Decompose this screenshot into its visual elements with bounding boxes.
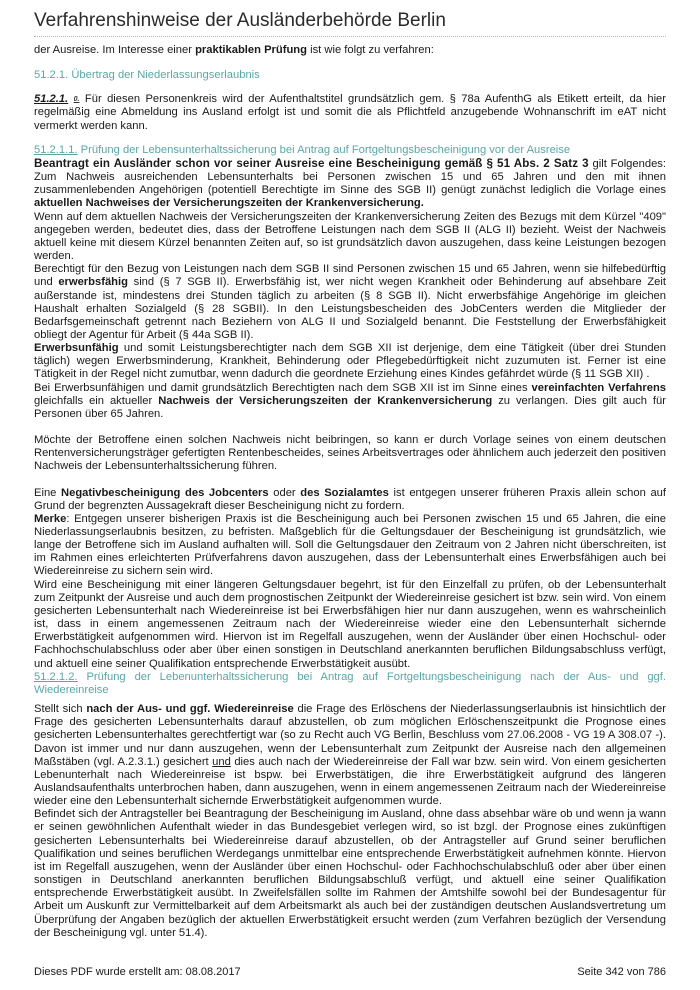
footer-created-date: Dieses PDF wurde erstellt am: 08.08.2017 xyxy=(34,966,241,978)
section-heading-51-2-1-2: 51.2.1.2. Prüfung der Lebenunterhaltssicherung bei Antrag auf Fortgeltungsbescheinigung nach der Aus- und ggf. Wiedereinreise xyxy=(34,670,666,696)
paragraph-marker: 0. xyxy=(73,96,80,104)
document-body xyxy=(34,44,666,940)
section-heading-51-2-1-1: 51.2.1.1. Prüfung der Lebensunterhaltssicherung bei Antrag auf Fortgeltungsbescheinigung vor der Ausreise xyxy=(34,143,571,156)
intro-paragraph: der Ausreise. Im Interesse einer praktikablen Prüfung ist wie folgt zu verfahren: xyxy=(34,44,434,56)
paragraph-number: 51.2.1. xyxy=(34,93,69,106)
page-title: Verfahrenshinweise der Ausländerbehörde Berlin xyxy=(34,10,446,31)
paragraph: Eine Negativbescheinigung des Jobcenters oder des Sozialamtes ist entgegen unserer früheren Praxis allein schon auf Grund der begrenzten Aussagekraft dieser Bescheinigung nicht zu fordern. xyxy=(34,486,666,512)
paragraph: Erwerbsunfähig und somit Leistungsberechtigter nach dem SGB XII ist derjenige, dem eine Tätigkeit (über drei Stunden täglich) wegen Erwerbsminderung, Krankheit, Behinderung oder Pflegebedürftigkeit nicht zuzumuten ist. Ferner ist eine Tätigkeit in der Regel nicht zumutbar, wenn dadurch die geordnete Erziehung eines Kindes gefährdet würde (§ 11 SGB XII) . xyxy=(34,342,666,381)
title-divider xyxy=(34,36,666,37)
paragraph: Bei Erwerbsunfähigen und damit grundsätzlich Berechtigten nach dem SGB XII ist im Sinne eines vereinfachten Verfahrens gleichfalls ein aktueller Nachweis der Versicherungszeiten der Krankenversicherung zu verlangen. Dies gilt auch für Personen über 65 Jahren. xyxy=(34,381,667,420)
footer-page-number: Seite 342 von 786 xyxy=(577,966,666,978)
paragraph: Berechtigt für den Bezug von Leistungen nach dem SGB II sind Personen zwischen 15 und 65 Jahren, wenn sie hilfebedürftig und erwerbsfähig sind (§ 7 SGB II). Erwerbsfähig ist, wer nicht wegen Krankheit oder Behinderung auf absehbare Zeit außerstande ist, mindestens drei Stunden täglich zu arbeiten (§ 8 SGB II). Nicht erwerbsfähige Angehörige im gleichen Haushalt erhalten Sozialgeld (§ 28 SGBII). In den Leistungsbescheiden des JobCenters werden die Mitglieder der Bedarfsgemeinschaft getrennt nach Beziehern von ALG II und Sozialgeld benannt. Die Feststellung der Erwerbsfähigkeit obliegt der Agentur für Arbeit (§ 44a SGB II). xyxy=(34,263,666,341)
paragraph: Merke: Entgegen unserer bisherigen Praxis ist die Bescheinigung auch bei Personen zwischen 15 und 65 Jahren, die eine Niederlassungserlaubnis besitzen, zu befristen. Maßgeblich für die Geltungsdauer der Bescheinigung ist grundsätzlich, wie lange der Betroffene sich im Ausland aufhalten will. Soll die Geltungsdauer den Zeitraum von 2 Jahren nicht überschreiten, ist im Rahmen eines erleichterten Prüfverfahrens davon auszugehen, dass der Lebensunterhalt eines Erwerbsfähigen auch bei Wiedereinreise zu sichern sein wird. xyxy=(34,512,666,578)
section-anchor-link[interactable]: 51.2.1.1. xyxy=(34,143,78,156)
section-anchor-link[interactable]: 51.2.1.2. xyxy=(34,670,78,683)
paragraph: Möchte der Betroffene einen solchen Nachweis nicht beibringen, so kann er durch Vorlage seines von einem deutschen Rentenversicherungsträger gefertigten Rentenbescheides, seines Arbeitsvertrages oder ähnlichem auch jederzeit den positiven Nachweis der Lebensunterhaltssicherung führen. xyxy=(34,434,666,473)
paragraph: Wenn auf dem aktuellen Nachweis der Versicherungszeiten der Krankenversicherung Zeiten des Bezugs mit dem Kürzel "409" angegeben werden, bedeutet dies, dass der Betroffene Leistungen nach dem SGB II (ALG II) bezieht. Weist der Nachweis aktuell keine mit diesem Kürzel benannten Zeiten auf, so ist grundsätzlich davon auszugehen, dass keine Leistungen bezogen werden. xyxy=(34,210,666,263)
section-51-2-1-text: 51.2.1. 0. Für diesen Personenkreis wird der Aufenthaltstitel grundsätzlich gem. § 78a AufenthG als Etikett erteilt, da hier regelmäßig eine Abmeldung ins Ausland erfolgt ist und somit die als Pflichtfeld anzugebende Wohnanschrift im eAT nicht vermerkt werden kann. xyxy=(34,93,666,132)
paragraph: Befindet sich der Antragsteller bei Beantragung der Bescheinigung im Ausland, ohne dass absehbar wäre ob und wenn ja wann er seinen gewöhnlichen Aufenthalt wieder in das Bundesgebiet verlegen wird, so ist bzgl. der Prognose eines zukünftigen gesicherten Lebensunterhalts bei Wiedereinreise darauf abzustellen, ob der Antragsteller auf Grund seiner beruflichen Qualifikation und seines beruflichen Werdegangs unmittelbar eine entsprechende Erwerbstätigkeit aufnehmen könnte. Hiervon ist im Regelfall auszugehen, wenn der Ausländer über einen Hochschul- oder Fachhochschulabschluß oder aber über einen sonstigen in Deutschland anerkannten beruflichen Bildungsabschluß verfügt, und aktuell eine seiner Qualifikation entsprechende Erwerbstätigkeit ausübt. In Zweifelsfällen sollte im Rahmen der Amtshilfe sowohl bei der Bundesagentur für Arbeit um Auskunft zur Vermittelbarkeit auf dem Arbeitsmarkt als auch bei der zuständigen deutschen Auslandsvertretung um Überprüfung der Angaben bezüglich der aktuellen Erwerbstätigkeit ersucht werden (zum Verfahren bezüglich der Versendung der Bescheinigung vgl. unter 51.4). xyxy=(34,808,666,939)
paragraph: Beantragt ein Ausländer schon vor seiner Ausreise eine Bescheinigung gemäß § 51 Abs. 2 Satz 3 gilt Folgendes: Zum Nachweis ausreichenden Lebensunterhalts bei Personen zwischen 15 und 65 Jahren und den mit ihnen zusammenlebenden Angehörigen (potentiell Berechtigte im Sinne des SGB II) genügt zunächst lediglich die Vorlage eines aktuellen Nachweises der Versicherungszeiten der Krankenversicherung. xyxy=(34,156,666,210)
paragraph: Wird eine Bescheinigung mit einer längeren Geltungsdauer begehrt, ist für den Einzelfall zu prüfen, ob der Lebensunterhalt zum Zeitpunkt der Ausreise und auch dem prognostischen Zeitpunkt der Wiedereinreise gesichert ist bzw. sein wird. Von einem gesicherten Lebensunterhalt nach Wiedereinreise ist bei Erwerbsfähigen hier nur dann auszugehen, wenn es wahrscheinlich ist, dass in einem angemessenen Zeitraum nach der Wiedereinreise wieder eine den Lebensunterhalt sichernde Erwerbstätigkeit aufgenommen wird. Hiervon ist im Regelfall auszugehen, wenn der Ausländer über einen Hochschul- oder Fachhochschulabschluss oder aber über einen sonstigen in Deutschland anerkannten beruflichen Bildungsabschluss verfügt, und aktuell eine seiner Qualifikation entsprechende Erwerbstätigkeit ausübt. xyxy=(34,578,666,670)
section-heading-51-2-1: 51.2.1. Übertrag der Niederlassungserlaubnis xyxy=(34,69,260,82)
paragraph: Stellt sich nach der Aus- und ggf. Wiedereinreise die Frage des Erlöschens der Niederlassungserlaubnis ist hinsichtlich der Frage des gesicherten Lebensunterhalts darauf abzustellen, ob zum möglichen Erlöschenszeitpunkt die Prognose eines gesicherten Lebensunterhaltes gerechtfertigt war (so zu Recht auch VG Berlin, Beschluss vom 27.06.2008 - VG 19 A 308.07 -). Davon ist immer und nur dann auszugehen, wenn der Lebensunterhalt zum Zeitpunkt der Ausreise nach den allgemeinen Maßstäben (vgl. A.2.3.1.) gesichert und dies auch nach der Wiedereinreise der Fall war bzw. sein wird. Von einem gesicherten Lebenunterhalt nach Wiedereinreise ist bspw. bei Erwerbstätigen, die ihre Erwerbstätigkeit aufgrund des längeren Auslandsaufenthalts unterbrochen haben, dann auszugehen, wenn in einem angemessenen Zeitraum nach der Wiedereinreise wieder eine den Lebensunterhalt sichernde Erwerbstätigkeit aufgenommen wurde. xyxy=(34,703,666,808)
